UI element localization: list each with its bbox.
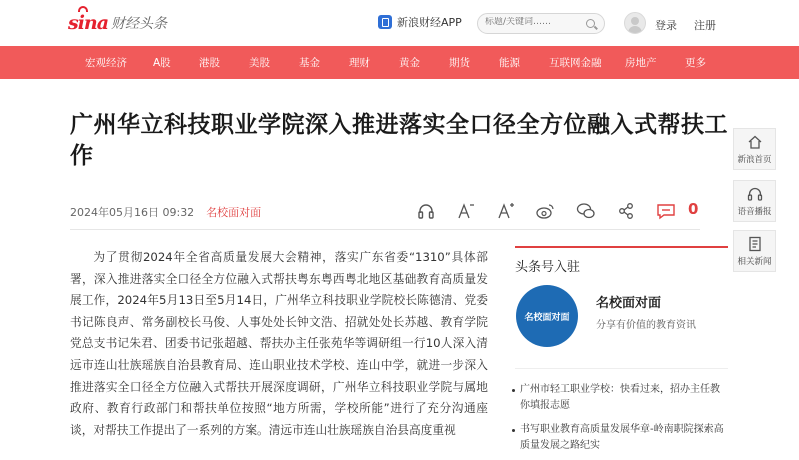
sidebar-accent-line (515, 246, 728, 248)
register-link[interactable]: 注册 (694, 19, 716, 32)
phone-icon (378, 15, 392, 29)
home-icon (747, 134, 763, 150)
nav-item[interactable]: 基金 (299, 57, 320, 69)
divider (70, 229, 700, 230)
nav-item[interactable]: 美股 (249, 57, 270, 69)
channel-nav (0, 46, 799, 79)
article-source-link[interactable]: 名校面对面 (206, 206, 262, 219)
logo-text: sina (68, 12, 108, 34)
nav-item[interactable]: A股 (153, 57, 171, 69)
nav-item[interactable]: 更多 (685, 57, 706, 69)
account-logo[interactable] (516, 285, 578, 347)
headphone-icon (747, 186, 763, 202)
comment-count[interactable]: 0 (688, 200, 699, 218)
wechat-icon[interactable] (573, 199, 599, 223)
nav-item[interactable]: 黄金 (399, 57, 420, 69)
search-box (477, 13, 605, 34)
font-decrease-icon[interactable] (453, 199, 479, 223)
sina-logo[interactable] (68, 12, 167, 34)
brand-title: 财经头条 (111, 16, 168, 32)
article-body: 为了贯彻2024年全省高质量发展大会精神，落实广东省委“1310”具体部署，深入推进落实全口径全方位融入式帮扶粤东粤西粤北地区基础教育高质量发展工作，2024年5月13日至5月14日，广州华立科技职业学院校长陈德清、党委书记陈良声、常务副校长马俊、人事处处长钟文浩、招就处处长苏越、教育学院党总支书记朱君、团委书记张超越、帮扶办主任张苑华等调研组一行10人深入清远市连山壮族瑶族自治县教育局、连山职业技术学校、连山中学，就进一步深入推进落实全口径全方位融入式帮扶开展深度调研，广州华立科技职业学院与属地政府、教育行政部门和帮扶单位按照“地方所需，学校所能”进行了充分沟通座谈，对帮扶工作提出了一系列的方案。清远市连山壮族瑶族自治县高度重视 (70, 250, 488, 437)
nav-item[interactable]: 期货 (449, 57, 470, 69)
document-icon (747, 236, 763, 252)
nav-item[interactable]: 互联网金融 (549, 57, 602, 69)
float-related-label: 相关新闻 (737, 256, 772, 267)
sidebar-separator (515, 368, 728, 369)
article-toolbar (413, 198, 693, 224)
sidebar-section-title: 头条号入驻 (515, 260, 581, 275)
search-icon[interactable] (586, 19, 595, 28)
app-label: 新浪财经APP (397, 16, 462, 29)
login-link[interactable]: 登录 (655, 19, 677, 32)
account-logo-text: 名校面对面 (524, 312, 570, 323)
channel-nav-list (85, 46, 725, 79)
related-news-item[interactable]: 广州市轻工职业学校：快看过来，招办主任教你填报志愿 (520, 382, 726, 414)
float-home-label: 新浪首页 (737, 154, 772, 165)
float-home-button[interactable] (733, 128, 776, 170)
nav-item[interactable]: 能源 (499, 57, 520, 69)
nav-item[interactable]: 房地产 (625, 57, 657, 69)
float-audio-button[interactable] (733, 180, 776, 222)
float-audio-label: 语音播报 (737, 206, 772, 217)
account-name[interactable]: 名校面对面 (596, 296, 662, 311)
nav-item[interactable]: 港股 (199, 57, 220, 69)
top-bar (0, 0, 799, 46)
font-increase-icon[interactable] (493, 199, 519, 223)
avatar[interactable] (624, 12, 646, 34)
article-meta (70, 204, 261, 220)
comment-icon[interactable] (653, 199, 679, 223)
article-date: 2024年05月16日 09:32 (70, 206, 195, 219)
share-icon[interactable] (613, 199, 639, 223)
nav-item[interactable]: 理财 (349, 57, 370, 69)
search-input[interactable] (485, 17, 581, 27)
article-title: 广州华立科技职业学院深入推进落实全口径全方位融入式帮扶工作 (70, 112, 728, 169)
related-news-item[interactable]: 书写职业教育高质量发展华章-岭南职院探索高质量发展之路纪实 (520, 422, 726, 454)
nav-item[interactable]: 宏观经济 (85, 57, 127, 69)
weibo-icon[interactable] (533, 199, 559, 223)
float-related-button[interactable] (733, 230, 776, 272)
headphone-icon[interactable] (413, 199, 439, 223)
account-desc: 分享有价值的教育资讯 (596, 320, 696, 331)
app-download-link[interactable] (378, 14, 462, 30)
